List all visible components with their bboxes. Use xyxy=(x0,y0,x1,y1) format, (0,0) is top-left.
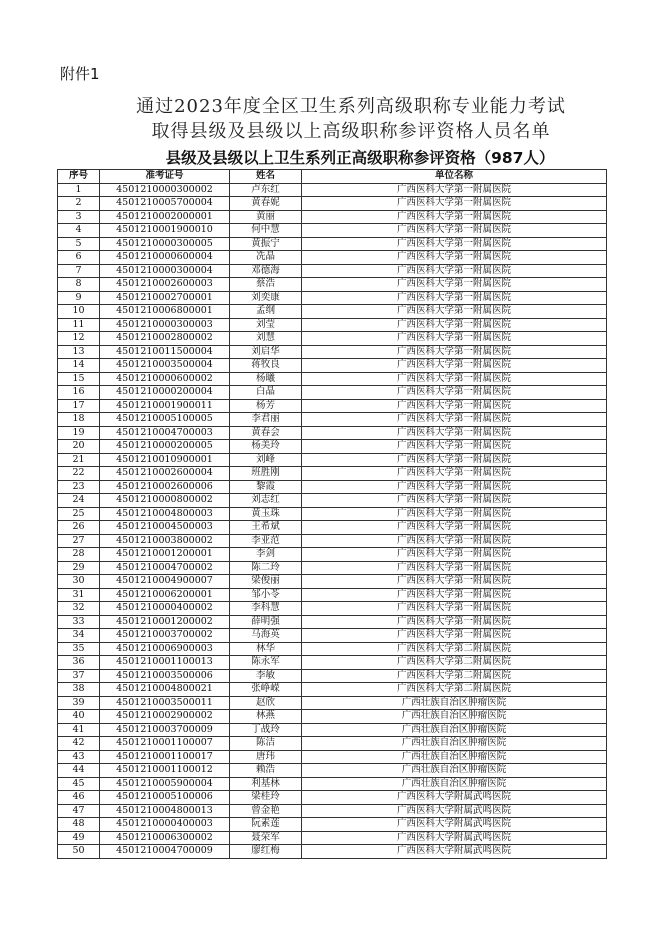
cell-serial-number: 42 xyxy=(58,737,100,751)
cell-exam-ticket-number: 4501210001100012 xyxy=(100,764,230,778)
cell-exam-ticket-number: 4501210002600004 xyxy=(100,467,230,481)
cell-unit-name: 广西医科大学第一附属医院 xyxy=(302,224,607,238)
cell-unit-name: 广西医科大学第一附属医院 xyxy=(302,210,607,224)
table-row xyxy=(58,399,607,413)
header-name: 姓名 xyxy=(230,170,302,184)
cell-name: 杨美玲 xyxy=(230,440,302,454)
cell-serial-number: 16 xyxy=(58,386,100,400)
cell-unit-name: 广西医科大学第一附属医院 xyxy=(302,305,607,319)
cell-exam-ticket-number: 4501210000200004 xyxy=(100,386,230,400)
cell-unit-name: 广西医科大学第一附属医院 xyxy=(302,534,607,548)
cell-name: 赵欣 xyxy=(230,696,302,710)
cell-serial-number: 48 xyxy=(58,818,100,832)
cell-serial-number: 31 xyxy=(58,588,100,602)
cell-exam-ticket-number: 4501210006800001 xyxy=(100,305,230,319)
cell-unit-name: 广西医科大学附属武鸣医院 xyxy=(302,818,607,832)
table-row xyxy=(58,615,607,629)
table-row xyxy=(58,575,607,589)
table-row xyxy=(58,750,607,764)
table-row xyxy=(58,251,607,265)
cell-exam-ticket-number: 4501210005700004 xyxy=(100,197,230,211)
cell-unit-name: 广西医科大学第一附属医院 xyxy=(302,494,607,508)
cell-exam-ticket-number: 4501210000300003 xyxy=(100,318,230,332)
cell-exam-ticket-number: 4501210000400002 xyxy=(100,602,230,616)
cell-exam-ticket-number: 4501210004900007 xyxy=(100,575,230,589)
cell-unit-name: 广西医科大学第二附属医院 xyxy=(302,656,607,670)
cell-name: 班胜刚 xyxy=(230,467,302,481)
cell-serial-number: 43 xyxy=(58,750,100,764)
cell-unit-name: 广西医科大学附属武鸣医院 xyxy=(302,804,607,818)
cell-name: 马海英 xyxy=(230,629,302,643)
cell-serial-number: 14 xyxy=(58,359,100,373)
cell-exam-ticket-number: 4501210003500006 xyxy=(100,669,230,683)
header-unit-name: 单位名称 xyxy=(302,170,607,184)
cell-name: 陈洁 xyxy=(230,737,302,751)
cell-unit-name: 广西医科大学第一附属医院 xyxy=(302,548,607,562)
cell-serial-number: 17 xyxy=(58,399,100,413)
cell-exam-ticket-number: 4501210005100006 xyxy=(100,791,230,805)
cell-name: 刘峰 xyxy=(230,453,302,467)
cell-exam-ticket-number: 4501210002600006 xyxy=(100,480,230,494)
cell-exam-ticket-number: 4501210002700001 xyxy=(100,291,230,305)
cell-serial-number: 40 xyxy=(58,710,100,724)
cell-exam-ticket-number: 4501210003500011 xyxy=(100,696,230,710)
cell-serial-number: 4 xyxy=(58,224,100,238)
cell-exam-ticket-number: 4501210003700009 xyxy=(100,723,230,737)
cell-exam-ticket-number: 4501210004700002 xyxy=(100,561,230,575)
table-row xyxy=(58,804,607,818)
cell-name: 梁桂玲 xyxy=(230,791,302,805)
cell-unit-name: 广西壮族自治区肿瘤医院 xyxy=(302,750,607,764)
cell-name: 阮素莲 xyxy=(230,818,302,832)
cell-unit-name: 广西医科大学第一附属医院 xyxy=(302,575,607,589)
cell-unit-name: 广西医科大学第一附属医院 xyxy=(302,480,607,494)
table-row xyxy=(58,818,607,832)
cell-name: 白晶 xyxy=(230,386,302,400)
cell-exam-ticket-number: 4501210001200002 xyxy=(100,615,230,629)
cell-serial-number: 34 xyxy=(58,629,100,643)
cell-exam-ticket-number: 4501210004700003 xyxy=(100,426,230,440)
table-row xyxy=(58,210,607,224)
cell-unit-name: 广西壮族自治区肿瘤医院 xyxy=(302,696,607,710)
cell-exam-ticket-number: 4501210004500003 xyxy=(100,521,230,535)
cell-name: 黎霞 xyxy=(230,480,302,494)
cell-name: 孟纲 xyxy=(230,305,302,319)
cell-exam-ticket-number: 4501210004700009 xyxy=(100,845,230,859)
document-title-line-2: 取得县级及县级以上高级职称参评资格人员名单 xyxy=(151,121,551,142)
table-row xyxy=(58,845,607,859)
table-row xyxy=(58,777,607,791)
table-row xyxy=(58,453,607,467)
cell-name: 曾金艳 xyxy=(230,804,302,818)
cell-name: 陈二玲 xyxy=(230,561,302,575)
table-subtitle: 县级及县级以上卫生系列正高级职称参评资格（987人） xyxy=(165,149,555,167)
table-row xyxy=(58,318,607,332)
cell-name: 蔡浩 xyxy=(230,278,302,292)
cell-serial-number: 33 xyxy=(58,615,100,629)
cell-serial-number: 25 xyxy=(58,507,100,521)
table-row xyxy=(58,494,607,508)
cell-unit-name: 广西医科大学第一附属医院 xyxy=(302,629,607,643)
cell-name: 刘莹 xyxy=(230,318,302,332)
cell-exam-ticket-number: 4501210006900003 xyxy=(100,642,230,656)
cell-exam-ticket-number: 4501210005100005 xyxy=(100,413,230,427)
cell-name: 李敏 xyxy=(230,669,302,683)
cell-serial-number: 11 xyxy=(58,318,100,332)
table-row xyxy=(58,764,607,778)
cell-exam-ticket-number: 4501210004800003 xyxy=(100,507,230,521)
table-row xyxy=(58,629,607,643)
cell-unit-name: 广西医科大学第一附属医院 xyxy=(302,345,607,359)
cell-serial-number: 22 xyxy=(58,467,100,481)
qualification-list-table xyxy=(57,169,607,859)
cell-unit-name: 广西医科大学第二附属医院 xyxy=(302,642,607,656)
cell-unit-name: 广西医科大学第一附属医院 xyxy=(302,278,607,292)
table-row xyxy=(58,548,607,562)
cell-serial-number: 19 xyxy=(58,426,100,440)
cell-unit-name: 广西医科大学第二附属医院 xyxy=(302,683,607,697)
cell-unit-name: 广西医科大学第一附属医院 xyxy=(302,291,607,305)
cell-unit-name: 广西医科大学第一附属医院 xyxy=(302,183,607,197)
cell-exam-ticket-number: 4501210006200001 xyxy=(100,588,230,602)
table-row xyxy=(58,264,607,278)
cell-name: 杨芳 xyxy=(230,399,302,413)
cell-serial-number: 38 xyxy=(58,683,100,697)
table-row xyxy=(58,480,607,494)
cell-name: 王希斌 xyxy=(230,521,302,535)
cell-exam-ticket-number: 4501210001200001 xyxy=(100,548,230,562)
cell-exam-ticket-number: 4501210002800002 xyxy=(100,332,230,346)
cell-name: 廖红梅 xyxy=(230,845,302,859)
cell-exam-ticket-number: 4501210003500004 xyxy=(100,359,230,373)
cell-name: 黄丽 xyxy=(230,210,302,224)
cell-name: 何中慧 xyxy=(230,224,302,238)
cell-exam-ticket-number: 4501210000300002 xyxy=(100,183,230,197)
cell-serial-number: 39 xyxy=(58,696,100,710)
cell-unit-name: 广西壮族自治区肿瘤医院 xyxy=(302,777,607,791)
cell-name: 黄玉珠 xyxy=(230,507,302,521)
table-row xyxy=(58,386,607,400)
cell-serial-number: 15 xyxy=(58,372,100,386)
table-row xyxy=(58,345,607,359)
header-serial-number: 序号 xyxy=(58,170,100,184)
cell-name: 邓德海 xyxy=(230,264,302,278)
cell-serial-number: 27 xyxy=(58,534,100,548)
cell-unit-name: 广西壮族自治区肿瘤医院 xyxy=(302,723,607,737)
table-row xyxy=(58,291,607,305)
cell-serial-number: 9 xyxy=(58,291,100,305)
cell-name: 薛明强 xyxy=(230,615,302,629)
cell-serial-number: 26 xyxy=(58,521,100,535)
cell-unit-name: 广西医科大学第一附属医院 xyxy=(302,359,607,373)
cell-exam-ticket-number: 4501210004800021 xyxy=(100,683,230,697)
cell-name: 丁战玲 xyxy=(230,723,302,737)
cell-name: 唐玮 xyxy=(230,750,302,764)
cell-unit-name: 广西医科大学附属武鸣医院 xyxy=(302,845,607,859)
attachment-label: 附件1 xyxy=(60,65,100,83)
table-row xyxy=(58,656,607,670)
cell-serial-number: 36 xyxy=(58,656,100,670)
table-row xyxy=(58,359,607,373)
cell-name: 林华 xyxy=(230,642,302,656)
cell-unit-name: 广西壮族自治区肿瘤医院 xyxy=(302,737,607,751)
cell-name: 卢东红 xyxy=(230,183,302,197)
cell-serial-number: 20 xyxy=(58,440,100,454)
cell-exam-ticket-number: 4501210002900002 xyxy=(100,710,230,724)
cell-serial-number: 12 xyxy=(58,332,100,346)
cell-unit-name: 广西医科大学第一附属医院 xyxy=(302,399,607,413)
cell-unit-name: 广西医科大学第一附属医院 xyxy=(302,521,607,535)
cell-exam-ticket-number: 4501210003700002 xyxy=(100,629,230,643)
cell-exam-ticket-number: 4501210000800002 xyxy=(100,494,230,508)
cell-exam-ticket-number: 4501210001100007 xyxy=(100,737,230,751)
cell-name: 陈永军 xyxy=(230,656,302,670)
cell-unit-name: 广西医科大学第一附属医院 xyxy=(302,561,607,575)
cell-exam-ticket-number: 4501210002000001 xyxy=(100,210,230,224)
table-row xyxy=(58,521,607,535)
cell-unit-name: 广西医科大学第一附属医院 xyxy=(302,251,607,265)
cell-unit-name: 广西医科大学第一附属医院 xyxy=(302,237,607,251)
cell-serial-number: 21 xyxy=(58,453,100,467)
table-row xyxy=(58,602,607,616)
table-row xyxy=(58,332,607,346)
cell-name: 赖浩 xyxy=(230,764,302,778)
cell-exam-ticket-number: 4501210000400003 xyxy=(100,818,230,832)
cell-serial-number: 47 xyxy=(58,804,100,818)
cell-serial-number: 37 xyxy=(58,669,100,683)
cell-serial-number: 2 xyxy=(58,197,100,211)
cell-serial-number: 28 xyxy=(58,548,100,562)
cell-unit-name: 广西医科大学第一附属医院 xyxy=(302,467,607,481)
table-row xyxy=(58,642,607,656)
cell-serial-number: 7 xyxy=(58,264,100,278)
cell-exam-ticket-number: 4501210004800013 xyxy=(100,804,230,818)
cell-serial-number: 30 xyxy=(58,575,100,589)
cell-name: 张峥嵘 xyxy=(230,683,302,697)
cell-serial-number: 45 xyxy=(58,777,100,791)
cell-name: 黄振宁 xyxy=(230,237,302,251)
cell-name: 冼晶 xyxy=(230,251,302,265)
cell-exam-ticket-number: 4501210002600003 xyxy=(100,278,230,292)
table-row xyxy=(58,440,607,454)
cell-name: 刘奕康 xyxy=(230,291,302,305)
cell-unit-name: 广西医科大学附属武鸣医院 xyxy=(302,791,607,805)
cell-serial-number: 6 xyxy=(58,251,100,265)
cell-exam-ticket-number: 4501210000200005 xyxy=(100,440,230,454)
cell-serial-number: 3 xyxy=(58,210,100,224)
cell-exam-ticket-number: 4501210011500004 xyxy=(100,345,230,359)
header-exam-ticket-number: 准考证号 xyxy=(100,170,230,184)
cell-serial-number: 1 xyxy=(58,183,100,197)
cell-unit-name: 广西壮族自治区肿瘤医院 xyxy=(302,710,607,724)
cell-unit-name: 广西医科大学第一附属医院 xyxy=(302,440,607,454)
cell-unit-name: 广西医科大学附属武鸣医院 xyxy=(302,831,607,845)
table-body xyxy=(58,183,607,858)
table-row xyxy=(58,426,607,440)
table-row xyxy=(58,224,607,238)
cell-name: 林燕 xyxy=(230,710,302,724)
table-row xyxy=(58,737,607,751)
cell-serial-number: 50 xyxy=(58,845,100,859)
cell-serial-number: 49 xyxy=(58,831,100,845)
cell-exam-ticket-number: 4501210001100017 xyxy=(100,750,230,764)
table-row xyxy=(58,507,607,521)
table-header-row xyxy=(58,170,607,184)
cell-exam-ticket-number: 4501210001900011 xyxy=(100,399,230,413)
cell-name: 李科慧 xyxy=(230,602,302,616)
cell-exam-ticket-number: 4501210003800002 xyxy=(100,534,230,548)
cell-name: 邹小苓 xyxy=(230,588,302,602)
cell-exam-ticket-number: 4501210001100013 xyxy=(100,656,230,670)
cell-serial-number: 44 xyxy=(58,764,100,778)
table-row xyxy=(58,561,607,575)
cell-serial-number: 24 xyxy=(58,494,100,508)
cell-unit-name: 广西医科大学第一附属医院 xyxy=(302,507,607,521)
cell-unit-name: 广西医科大学第一附属医院 xyxy=(302,332,607,346)
cell-unit-name: 广西医科大学第一附属医院 xyxy=(302,264,607,278)
cell-name: 蒋牧良 xyxy=(230,359,302,373)
cell-exam-ticket-number: 4501210000600002 xyxy=(100,372,230,386)
cell-unit-name: 广西医科大学第一附属医院 xyxy=(302,615,607,629)
cell-serial-number: 29 xyxy=(58,561,100,575)
cell-unit-name: 广西壮族自治区肿瘤医院 xyxy=(302,764,607,778)
cell-name: 利基林 xyxy=(230,777,302,791)
cell-name: 刘志红 xyxy=(230,494,302,508)
cell-exam-ticket-number: 4501210006300002 xyxy=(100,831,230,845)
table-row xyxy=(58,791,607,805)
table-row xyxy=(58,237,607,251)
cell-name: 梁俊丽 xyxy=(230,575,302,589)
cell-name: 刘慧 xyxy=(230,332,302,346)
cell-name: 李君丽 xyxy=(230,413,302,427)
cell-exam-ticket-number: 4501210000600004 xyxy=(100,251,230,265)
cell-name: 李亚范 xyxy=(230,534,302,548)
cell-unit-name: 广西医科大学第一附属医院 xyxy=(302,197,607,211)
table-row xyxy=(58,831,607,845)
cell-name: 李剑 xyxy=(230,548,302,562)
cell-serial-number: 18 xyxy=(58,413,100,427)
cell-serial-number: 46 xyxy=(58,791,100,805)
cell-unit-name: 广西医科大学第一附属医院 xyxy=(302,602,607,616)
cell-name: 聂荣军 xyxy=(230,831,302,845)
cell-name: 黄春妮 xyxy=(230,197,302,211)
cell-serial-number: 10 xyxy=(58,305,100,319)
table-row xyxy=(58,278,607,292)
table-row xyxy=(58,372,607,386)
table-row xyxy=(58,534,607,548)
cell-exam-ticket-number: 4501210005900004 xyxy=(100,777,230,791)
cell-serial-number: 5 xyxy=(58,237,100,251)
cell-serial-number: 41 xyxy=(58,723,100,737)
cell-name: 黄春会 xyxy=(230,426,302,440)
cell-unit-name: 广西医科大学第一附属医院 xyxy=(302,413,607,427)
cell-unit-name: 广西医科大学第一附属医院 xyxy=(302,426,607,440)
cell-serial-number: 8 xyxy=(58,278,100,292)
table-row xyxy=(58,696,607,710)
cell-unit-name: 广西医科大学第一附属医院 xyxy=(302,372,607,386)
table-row xyxy=(58,710,607,724)
table-row xyxy=(58,467,607,481)
cell-name: 杨曦 xyxy=(230,372,302,386)
table-row xyxy=(58,683,607,697)
cell-name: 刘启华 xyxy=(230,345,302,359)
cell-unit-name: 广西医科大学第二附属医院 xyxy=(302,669,607,683)
table-row xyxy=(58,723,607,737)
cell-exam-ticket-number: 4501210001900010 xyxy=(100,224,230,238)
cell-exam-ticket-number: 4501210000300005 xyxy=(100,237,230,251)
cell-unit-name: 广西医科大学第一附属医院 xyxy=(302,386,607,400)
cell-serial-number: 35 xyxy=(58,642,100,656)
table-row xyxy=(58,197,607,211)
table-row xyxy=(58,305,607,319)
cell-serial-number: 32 xyxy=(58,602,100,616)
document-title-line-1: 通过2023年度全区卫生系列高级职称专业能力考试 xyxy=(136,96,566,117)
cell-unit-name: 广西医科大学第一附属医院 xyxy=(302,318,607,332)
cell-exam-ticket-number: 4501210010900001 xyxy=(100,453,230,467)
cell-serial-number: 23 xyxy=(58,480,100,494)
cell-unit-name: 广西医科大学第一附属医院 xyxy=(302,588,607,602)
cell-serial-number: 13 xyxy=(58,345,100,359)
table-row xyxy=(58,588,607,602)
table-row xyxy=(58,669,607,683)
cell-exam-ticket-number: 4501210000300004 xyxy=(100,264,230,278)
table-row xyxy=(58,413,607,427)
table-row xyxy=(58,183,607,197)
cell-unit-name: 广西医科大学第一附属医院 xyxy=(302,453,607,467)
